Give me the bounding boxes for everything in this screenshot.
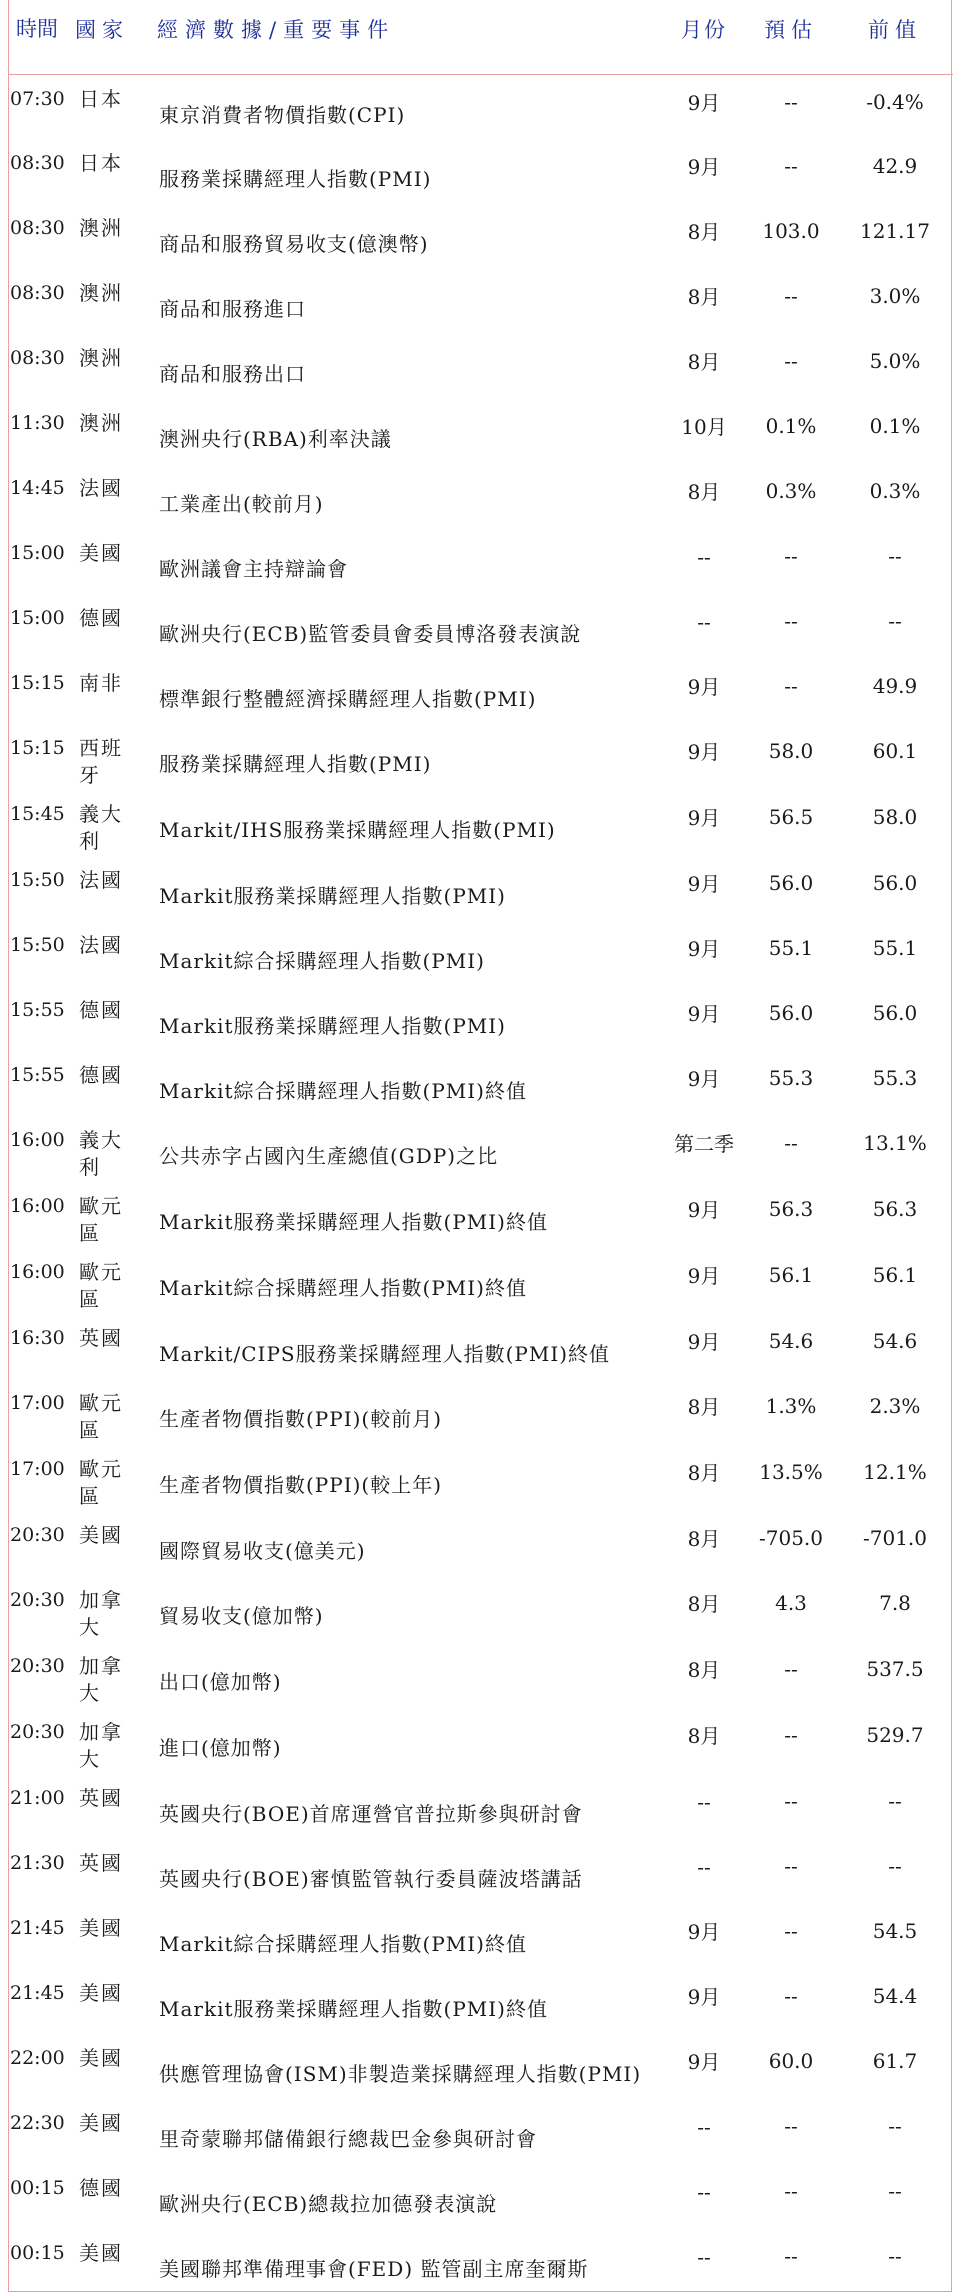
row-country: 法國 [79, 476, 123, 500]
row-previous: 61.7 [872, 2049, 918, 2073]
table-row [9, 1969, 953, 2034]
table-row [9, 1116, 953, 1182]
row-country: 南非 [79, 671, 123, 695]
table-row [9, 2034, 953, 2099]
row-time: 11:30 [10, 412, 65, 434]
row-previous: 42.9 [872, 154, 918, 178]
row-previous: -- [888, 2244, 902, 2268]
table-row [9, 334, 953, 399]
row-previous: 537.5 [866, 1657, 924, 1681]
row-country: 美國 [79, 541, 123, 565]
row-country: 義大利 [79, 802, 123, 853]
header-row [9, 0, 953, 74]
row-month: -- [697, 2115, 711, 2139]
row-previous: -- [888, 2114, 902, 2138]
row-forecast: -- [784, 1984, 798, 2008]
row-event: 歐洲議會主持辯論會 [159, 557, 348, 581]
row-country: 日本 [79, 86, 123, 111]
header-forecast: 預估 [745, 0, 837, 74]
row-previous: 12.1% [863, 1460, 927, 1484]
row-country: 歐元區 [79, 1391, 123, 1442]
row-time: 15:15 [10, 672, 65, 694]
row-time: 20:30 [10, 1589, 65, 1611]
row-previous: -- [888, 2179, 902, 2203]
header-previous: 前值 [837, 0, 953, 74]
row-forecast: -- [784, 1131, 798, 1155]
row-country: 歐元區 [79, 1457, 123, 1508]
row-month: 第二季 [674, 1132, 734, 1156]
row-event: Markit/IHS服務業採購經理人指數(PMI) [159, 818, 556, 842]
row-event: 進口(億加幣) [159, 1736, 282, 1760]
row-month: -- [697, 2245, 711, 2269]
row-country: 英國 [79, 1851, 123, 1875]
row-previous: 60.1 [872, 739, 918, 763]
row-previous: 529.7 [866, 1723, 924, 1747]
row-previous: 55.3 [872, 1066, 918, 1090]
header-country: 國家 [65, 0, 135, 74]
row-time: 15:15 [10, 737, 65, 759]
row-event: Markit綜合採購經理人指數(PMI)終值 [159, 1276, 527, 1300]
row-time: 15:55 [10, 999, 65, 1021]
row-month: 9月 [687, 806, 721, 830]
table-row [9, 594, 953, 659]
row-forecast: 0.3% [765, 479, 817, 503]
row-country: 加拿大 [79, 1720, 123, 1771]
row-forecast: -705.0 [758, 1526, 823, 1550]
row-event: 出口(億加幣) [159, 1670, 282, 1694]
row-previous: 54.5 [872, 1919, 918, 1943]
row-month: -- [697, 610, 711, 634]
table-row [9, 2099, 953, 2164]
row-month: 9月 [687, 1002, 721, 1026]
row-previous: 0.3% [869, 479, 921, 503]
row-event: Markit綜合採購經理人指數(PMI) [159, 949, 485, 973]
row-forecast: 0.1% [765, 414, 817, 438]
row-previous: -- [888, 1854, 902, 1878]
row-event: 公共赤字占國內生產總值(GDP)之比 [159, 1144, 499, 1168]
row-previous: 58.0 [872, 805, 918, 829]
row-forecast: -- [784, 2244, 798, 2268]
row-event: Markit服務業採購經理人指數(PMI)終值 [159, 1997, 548, 2021]
row-month: 8月 [687, 1395, 721, 1419]
row-country: 美國 [79, 1523, 123, 1547]
row-event: Markit服務業採購經理人指數(PMI)終值 [159, 1210, 548, 1234]
calendar-body [9, 74, 953, 2294]
table-row [9, 1708, 953, 1774]
row-time: 17:00 [10, 1392, 65, 1414]
row-time: 07:30 [10, 87, 65, 110]
header-time: 時間 [9, 0, 65, 74]
row-event: 貿易收支(億加幣) [159, 1604, 324, 1628]
row-month: 8月 [687, 1592, 721, 1616]
row-time: 15:50 [10, 934, 65, 956]
row-country: 日本 [79, 151, 123, 175]
row-month: 8月 [687, 1724, 721, 1748]
row-time: 15:00 [10, 607, 65, 629]
row-forecast: 56.0 [768, 871, 814, 895]
row-previous: 5.0% [869, 349, 921, 373]
row-previous: 3.0% [869, 284, 921, 308]
row-forecast: 56.0 [768, 1001, 814, 1025]
row-time: 22:30 [10, 2112, 65, 2134]
table-row [9, 399, 953, 464]
row-event: 東京消費者物價指數(CPI) [159, 102, 406, 127]
table-row [9, 1248, 953, 1314]
row-forecast: 60.0 [768, 2049, 814, 2073]
row-time: 08:30 [10, 347, 65, 369]
row-event: Markit服務業採購經理人指數(PMI) [159, 1014, 506, 1038]
row-month: 8月 [687, 1461, 721, 1485]
row-country: 美國 [79, 2241, 123, 2265]
row-country: 德國 [79, 606, 123, 630]
row-country: 加拿大 [79, 1588, 123, 1639]
row-forecast: 55.1 [768, 936, 814, 960]
row-previous: 121.17 [860, 219, 930, 243]
row-event: 商品和服務出口 [159, 362, 306, 386]
row-previous: 56.0 [872, 1001, 918, 1025]
row-event: 國際貿易收支(億美元) [159, 1539, 366, 1563]
row-event: Markit綜合採購經理人指數(PMI)終值 [159, 1932, 527, 1956]
row-country: 澳洲 [79, 281, 123, 305]
row-forecast: 4.3 [775, 1591, 807, 1615]
row-previous: 55.1 [872, 936, 918, 960]
row-previous: 56.0 [872, 871, 918, 895]
row-forecast: -- [784, 1789, 798, 1813]
row-country: 法國 [79, 868, 123, 892]
table-row [9, 1839, 953, 1904]
table-row [9, 659, 953, 724]
table-row [9, 921, 953, 986]
row-month: 10月 [681, 415, 727, 439]
row-forecast: 13.5% [759, 1460, 823, 1484]
row-country: 澳洲 [79, 216, 123, 240]
row-previous: 56.3 [872, 1197, 918, 1221]
table-row [9, 790, 953, 856]
row-time: 08:30 [10, 217, 65, 239]
table-row [9, 1774, 953, 1839]
row-previous: -- [888, 609, 902, 633]
row-country: 西班牙 [79, 736, 123, 787]
row-month: -- [697, 1790, 711, 1814]
row-country: 美國 [79, 1916, 123, 1940]
row-event: Markit服務業採購經理人指數(PMI) [159, 884, 506, 908]
table-row [9, 529, 953, 594]
row-event: 美國聯邦準備理事會(FED) 監管副主席奎爾斯 [159, 2257, 589, 2281]
row-country: 德國 [79, 1063, 123, 1087]
row-event: 工業產出(較前月) [159, 492, 324, 516]
header-event: 經濟數據/重要事件 [135, 0, 663, 74]
row-previous: -- [888, 1789, 902, 1813]
row-month: 9月 [687, 155, 721, 179]
row-month: 9月 [687, 1920, 721, 1944]
row-country: 英國 [79, 1326, 123, 1350]
row-country: 美國 [79, 2111, 123, 2135]
row-month: 9月 [687, 675, 721, 699]
row-event: 里奇蒙聯邦儲備銀行總裁巴金參與研討會 [159, 2127, 537, 2151]
row-time: 17:00 [10, 1458, 65, 1480]
row-month: 9月 [687, 2050, 721, 2074]
row-previous: -- [888, 544, 902, 568]
row-time: 15:55 [10, 1064, 65, 1086]
table-row [9, 724, 953, 790]
row-previous: 54.4 [872, 1984, 918, 2008]
row-time: 21:00 [10, 1787, 65, 1809]
row-event: 服務業採購經理人指數(PMI) [159, 167, 432, 191]
table-row [9, 269, 953, 334]
row-event: 歐洲央行(ECB)總裁拉加德發表演說 [159, 2192, 498, 2216]
calendar-frame [8, 0, 952, 2292]
row-event: 英國央行(BOE)首席運營官普拉斯參與研討會 [159, 1802, 583, 1826]
row-previous: 49.9 [872, 674, 918, 698]
row-event: 英國央行(BOE)審慎監管執行委員薩波塔講話 [159, 1867, 583, 1891]
row-forecast: -- [784, 1854, 798, 1878]
row-time: 00:15 [10, 2242, 65, 2264]
row-time: 08:30 [10, 152, 65, 174]
row-forecast: 58.0 [768, 739, 814, 763]
row-month: 9月 [687, 1264, 721, 1288]
row-previous: -701.0 [862, 1526, 927, 1550]
header-month: 月份 [663, 0, 745, 74]
table-row [9, 1642, 953, 1708]
row-event: 標準銀行整體經濟採購經理人指數(PMI) [159, 687, 537, 711]
row-forecast: 55.3 [768, 1066, 814, 1090]
row-forecast: -- [784, 1657, 798, 1681]
table-row [9, 1314, 953, 1379]
row-month: 8月 [687, 220, 721, 244]
table-row [9, 1182, 953, 1248]
row-country: 澳洲 [79, 346, 123, 370]
row-event: 服務業採購經理人指數(PMI) [159, 752, 432, 776]
row-time: 21:45 [10, 1917, 65, 1939]
row-forecast: -- [784, 2179, 798, 2203]
row-previous: 13.1% [863, 1131, 927, 1155]
row-country: 德國 [79, 998, 123, 1022]
row-forecast: -- [784, 154, 798, 178]
row-time: 15:45 [10, 803, 65, 825]
row-forecast: -- [784, 89, 798, 114]
row-time: 15:50 [10, 869, 65, 891]
table-row [9, 1051, 953, 1116]
row-month: 9月 [687, 90, 721, 115]
row-forecast: 56.5 [768, 805, 814, 829]
row-country: 法國 [79, 933, 123, 957]
row-month: -- [697, 1855, 711, 1879]
row-forecast: -- [784, 1919, 798, 1943]
row-previous: -0.4% [866, 89, 924, 114]
row-country: 德國 [79, 2176, 123, 2200]
row-forecast: 56.1 [768, 1263, 814, 1287]
row-forecast: 54.6 [768, 1329, 814, 1353]
table-row [9, 1904, 953, 1969]
row-month: -- [697, 2180, 711, 2204]
row-month: 9月 [687, 872, 721, 896]
row-previous: 56.1 [872, 1263, 918, 1287]
row-forecast: -- [784, 2114, 798, 2138]
row-forecast: -- [784, 609, 798, 633]
table-row [9, 2229, 953, 2294]
row-forecast: 103.0 [762, 219, 820, 243]
row-country: 加拿大 [79, 1654, 123, 1705]
row-event: 商品和服務進口 [159, 297, 306, 321]
row-time: 16:00 [10, 1261, 65, 1283]
table-row [9, 856, 953, 921]
row-month: 8月 [687, 480, 721, 504]
row-month: 8月 [687, 285, 721, 309]
row-month: 8月 [687, 1658, 721, 1682]
row-forecast: -- [784, 1723, 798, 1747]
row-time: 20:30 [10, 1721, 65, 1743]
row-month: 9月 [687, 1330, 721, 1354]
row-forecast: -- [784, 674, 798, 698]
row-country: 澳洲 [79, 411, 123, 435]
economic-calendar-table [9, 0, 953, 2294]
table-row [9, 1379, 953, 1445]
row-time: 16:30 [10, 1327, 65, 1349]
row-country: 英國 [79, 1786, 123, 1810]
row-country: 義大利 [79, 1128, 123, 1179]
row-month: 9月 [687, 1067, 721, 1091]
row-time: 15:00 [10, 542, 65, 564]
table-row [9, 464, 953, 529]
row-time: 21:30 [10, 1852, 65, 1874]
row-event: 歐洲央行(ECB)監管委員會委員博洛發表演說 [159, 622, 582, 646]
table-row [9, 139, 953, 204]
row-previous: 7.8 [879, 1591, 911, 1615]
row-event: 供應管理協會(ISM)非製造業採購經理人指數(PMI) [159, 2062, 642, 2086]
row-time: 00:15 [10, 2177, 65, 2199]
row-previous: 2.3% [869, 1394, 921, 1418]
row-country: 美國 [79, 2046, 123, 2070]
table-row [9, 1576, 953, 1642]
row-time: 14:45 [10, 477, 65, 499]
row-event: 生產者物價指數(PPI)(較上年) [159, 1473, 443, 1497]
row-month: 9月 [687, 1985, 721, 2009]
row-event: 商品和服務貿易收支(億澳幣) [159, 232, 429, 256]
row-event: 生產者物價指數(PPI)(較前月) [159, 1407, 443, 1431]
row-month: 8月 [687, 1527, 721, 1551]
table-row [9, 986, 953, 1051]
row-previous: 0.1% [869, 414, 921, 438]
row-time: 16:00 [10, 1129, 65, 1151]
row-month: 9月 [687, 1198, 721, 1222]
row-forecast: -- [784, 544, 798, 568]
row-event: Markit/CIPS服務業採購經理人指數(PMI)終值 [159, 1342, 611, 1366]
row-country: 歐元區 [79, 1194, 123, 1245]
row-event: Markit綜合採購經理人指數(PMI)終值 [159, 1079, 527, 1103]
row-month: 9月 [687, 937, 721, 961]
row-time: 16:00 [10, 1195, 65, 1217]
table-row [9, 1511, 953, 1576]
table-row [9, 2164, 953, 2229]
table-row [9, 1445, 953, 1511]
row-forecast: -- [784, 349, 798, 373]
row-forecast: 56.3 [768, 1197, 814, 1221]
row-previous: 54.6 [872, 1329, 918, 1353]
row-time: 08:30 [10, 282, 65, 304]
row-time: 22:00 [10, 2047, 65, 2069]
row-time: 20:30 [10, 1655, 65, 1677]
row-month: 8月 [687, 350, 721, 374]
row-country: 美國 [79, 1981, 123, 2005]
table-row [9, 204, 953, 269]
row-month: 9月 [687, 740, 721, 764]
row-country: 歐元區 [79, 1260, 123, 1311]
row-forecast: -- [784, 284, 798, 308]
row-event: 澳洲央行(RBA)利率決議 [159, 427, 392, 451]
row-time: 20:30 [10, 1524, 65, 1546]
row-month: -- [697, 545, 711, 569]
row-time: 21:45 [10, 1982, 65, 2004]
row-forecast: 1.3% [765, 1394, 817, 1418]
table-row [9, 74, 953, 139]
